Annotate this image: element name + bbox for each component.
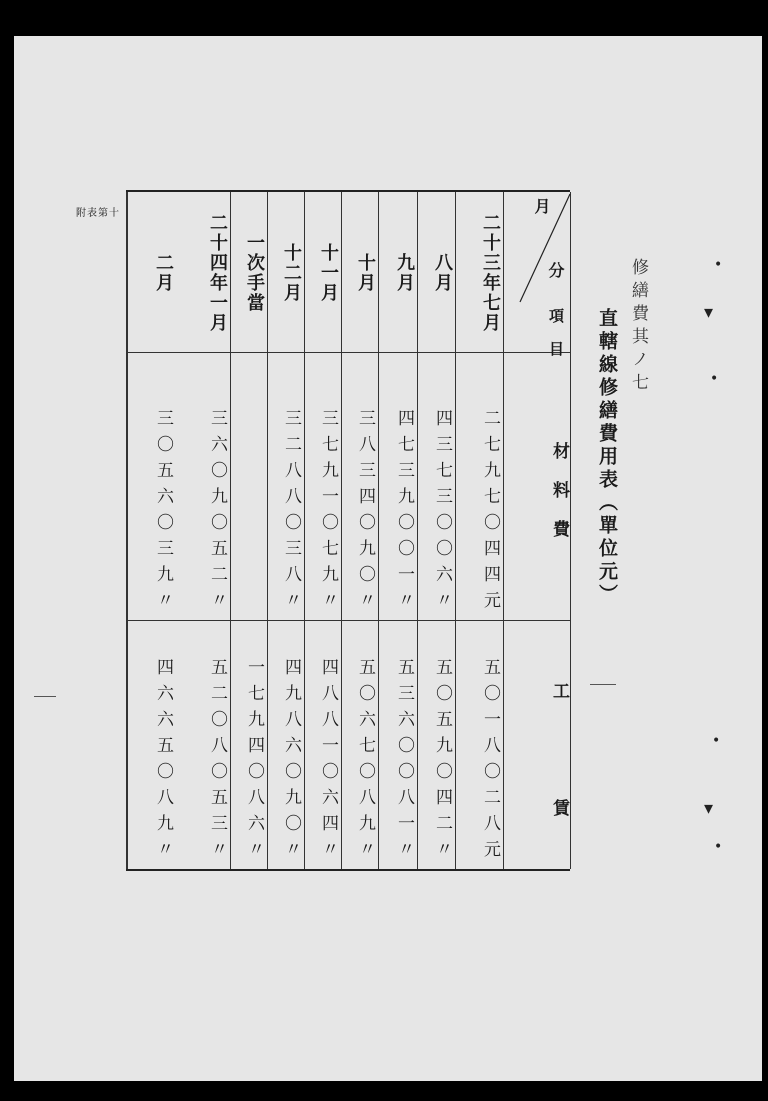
materials-value: 三〇五六〇三九〃 [153, 409, 173, 617]
materials-value: 四七三九〇〇一〃 [394, 409, 414, 617]
repair-cost-table [126, 190, 570, 916]
labor-value: 五〇五九〇四二〃 [432, 658, 452, 866]
row-label-materials: 材料費 [549, 442, 569, 559]
header-month: 月 [532, 198, 551, 214]
archive-stamp: 附表第十 [76, 208, 120, 219]
labor-value: 五三六〇〇八一〃 [394, 658, 414, 866]
margin-speck: • [710, 371, 719, 387]
sheet-caption: 修繕費其ノ七 [628, 258, 648, 396]
header-month-col-4: 十月 [355, 253, 376, 293]
labor-value: 五〇一八〇二八元 [480, 658, 500, 866]
header-month-col-9: 二月 [153, 253, 174, 293]
header-month-col-5: 十一月 [318, 243, 339, 303]
header-month-col-6: 十二月 [281, 243, 302, 303]
labor-value: 四六六五〇八九〃 [153, 658, 173, 866]
header-month-col-1: 二十三年七月 [480, 213, 501, 333]
margin-dash [34, 696, 56, 697]
row-label-labor: 工賃 [549, 682, 569, 916]
margin-speck: • [712, 733, 721, 749]
header-item: 項目 [547, 308, 565, 374]
table-title: 直轄線修繕費用表（單位元） [596, 308, 618, 607]
materials-value: 二七九七〇四四元 [480, 409, 500, 617]
materials-value: 三二八八〇三八〃 [281, 409, 301, 617]
materials-value: 三八三四〇九〇〃 [355, 409, 375, 617]
materials-value [230, 388, 267, 638]
materials-value: 三七九一〇七九〃 [318, 409, 338, 617]
labor-value: 四九八六〇九〇〃 [281, 658, 301, 866]
header-part: 分 [546, 262, 565, 278]
header-month-col-2: 八月 [432, 253, 453, 293]
document-page [14, 36, 762, 1081]
labor-value: 五〇六七〇八九〃 [355, 658, 375, 866]
materials-value: 三六〇九〇五二〃 [207, 409, 227, 617]
margin-speck: ▾ [704, 798, 714, 819]
header-month-col-3: 九月 [394, 253, 415, 293]
margin-dash [590, 684, 616, 685]
labor-value: 一七九四〇八六〃 [244, 658, 264, 866]
margin-speck: • [714, 257, 723, 273]
labor-value: 五二〇八〇五三〃 [207, 658, 227, 866]
margin-speck: ▾ [704, 302, 714, 323]
header-month-col-7: 一次手當 [244, 233, 265, 313]
materials-value: 四三七三〇〇六〃 [432, 409, 452, 617]
header-month-col-8: 二十四年一月 [207, 213, 228, 333]
labor-value: 四八八一〇六四〃 [318, 658, 338, 866]
margin-speck: • [714, 839, 723, 855]
